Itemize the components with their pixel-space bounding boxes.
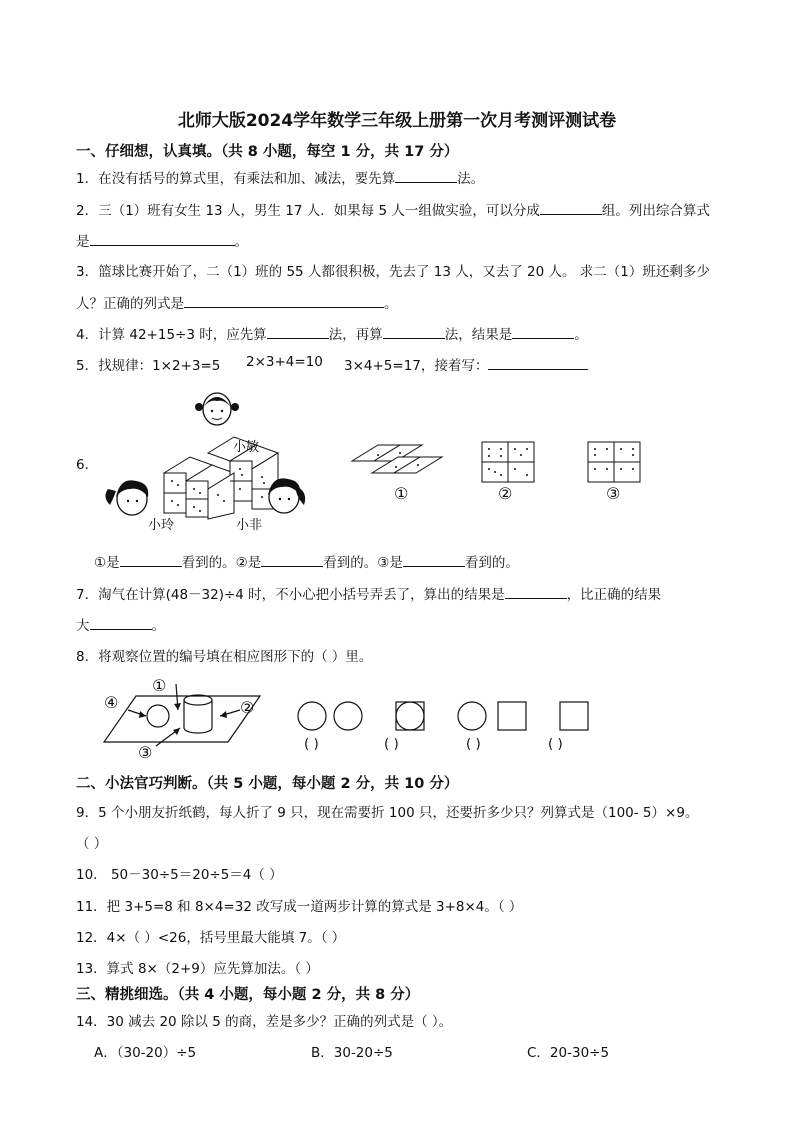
label-xiaoling: 小玲: [148, 518, 175, 533]
option-c[interactable]: C．20-30÷5: [527, 1045, 610, 1061]
q2-text-end: 。: [234, 234, 248, 250]
q3-text: 3．篮球比赛开始了，二（1）班的 55 人都很积极，先去了 13 人，又去了 20 人。 求二（1）班还剩多少: [76, 264, 710, 280]
section-1-heading: 一、仔细想，认真填。（共 8 小题，每空 1 分，共 17 分）: [76, 144, 459, 160]
answer-blank[interactable]: [261, 552, 323, 567]
q8-answer-paren-4[interactable]: ( ): [548, 736, 563, 752]
q7-text-line2: 大: [76, 618, 90, 634]
q5-pattern-3: [344, 354, 588, 374]
q1-text: 1．在没有括号的算式里，有乘法和加、减法，要先算: [76, 171, 396, 187]
q1-text-end: 法。: [457, 171, 485, 187]
q8-arrowheads: [139, 703, 227, 735]
answer-blank[interactable]: [184, 293, 384, 308]
answer-blank[interactable]: [395, 168, 457, 183]
q2-text-line2: 是: [76, 234, 90, 250]
label-xiaomin: 小敏: [233, 440, 260, 455]
question-6-answer: [94, 551, 519, 571]
question-7: [76, 583, 661, 603]
view-mark-3: ③: [606, 484, 621, 503]
section-2-heading: 二、小法官巧判断。（共 5 小题，每小题 2 分，共 10 分）: [76, 776, 459, 792]
label-xiaofei: 小非: [236, 518, 263, 533]
q8-answer-paren-1[interactable]: ( ): [304, 736, 319, 752]
child-xiaofei-drawing: [268, 478, 305, 513]
view-1-drawing: [352, 445, 442, 473]
question-14: 14．30 减去 20 除以 5 的商，差是多少？正确的列式是（ ）。: [76, 1014, 453, 1030]
q8-scene-drawing: [104, 684, 260, 746]
question-9: 9．5 个小朋友折纸鹤，每人折了 9 只，现在需要折 100 只，还要折多少只？列算式是（100- 5）×9。: [76, 805, 699, 821]
q6-figure: [100, 385, 660, 535]
q4-text-b: 法，再算: [328, 327, 383, 343]
question-2: [76, 199, 710, 219]
page-title: 北师大版2024学年数学三年级上册第一次月考测评测试卷: [177, 111, 617, 131]
q2-text-mid: 组。列出综合算式: [601, 203, 710, 219]
question-9-answer[interactable]: （ ）: [76, 836, 108, 852]
q3-text-end: 。: [384, 296, 398, 312]
question-8: 8．将观察位置的编号填在相应图形下的（ ）里。: [76, 649, 373, 665]
q5-pattern-2: 2×3+4=10: [246, 354, 323, 370]
q6-text-end: 看到的。: [464, 555, 519, 571]
answer-blank[interactable]: [90, 231, 235, 246]
q4-text-c: 法，结果是: [444, 327, 513, 343]
answer-blank[interactable]: [488, 355, 588, 370]
question-1: [76, 167, 484, 187]
question-2-line2: [76, 230, 248, 250]
option-a[interactable]: A．（30-20）÷5: [94, 1045, 197, 1061]
child-xiaoling-drawing: [105, 480, 148, 515]
q7-text: 7．淘气在计算(48－32)÷4 时，不小心把小括号弄丢了，算出的结果是: [76, 587, 505, 603]
view-2-drawing: [482, 442, 534, 482]
q6-number: 6．: [76, 457, 99, 473]
question-4: [76, 323, 588, 343]
answer-blank[interactable]: [90, 615, 152, 630]
view-mark-2: ②: [498, 484, 513, 503]
question-5: [76, 354, 220, 374]
q5-text: 5．找规律：1×2+3=5: [76, 358, 221, 374]
q2-text: 2．三（1）班有女生 13 人，男生 17 人．如果每 5 人一组做实验，可以分成: [76, 203, 540, 219]
q6-text-b: 看到的。②是: [181, 555, 262, 571]
section-3-heading: 三、精挑细选。（共 4 小题，每小题 2 分，共 8 分）: [76, 987, 420, 1003]
position-mark-3: ③: [138, 743, 153, 762]
q8-figure: [100, 676, 620, 766]
view-mark-1: ①: [394, 484, 409, 503]
position-mark-1: ①: [152, 676, 167, 695]
q7-text-b: ，比正确的结果: [566, 587, 662, 603]
question-3: [76, 260, 710, 280]
q6-text-c: 看到的。③是: [323, 555, 403, 571]
question-7-line2: [76, 614, 165, 634]
position-mark-4: ④: [104, 693, 119, 712]
answer-blank[interactable]: [383, 324, 445, 339]
question-11: 11．把 3+5=8 和 8×4=32 改写成一道两步计算的算式是 3+8×4。（ ）: [76, 899, 523, 915]
q8-answer-paren-3[interactable]: ( ): [466, 736, 481, 752]
q8-answer-paren-2[interactable]: ( ): [384, 736, 399, 752]
q6-text: ①是: [94, 555, 120, 571]
answer-blank[interactable]: [540, 200, 602, 215]
q3-text-line2: 人？正确的列式是: [76, 296, 184, 312]
answer-blank[interactable]: [512, 324, 574, 339]
q7-text-end: 。: [151, 618, 165, 634]
option-b[interactable]: B．30-20÷5: [311, 1045, 393, 1061]
question-3-line2: [76, 292, 398, 312]
answer-blank[interactable]: [120, 552, 182, 567]
q4-text-end: 。: [574, 327, 588, 343]
position-mark-2: ②: [240, 698, 255, 717]
question-12: 12．4×（ ）<26，括号里最大能填 7。（ ）: [76, 930, 346, 946]
answer-blank[interactable]: [403, 552, 465, 567]
q5-text-end: 3×4+5=17，接着写：: [344, 358, 489, 374]
answer-blank[interactable]: [267, 324, 329, 339]
q8-shapes-drawing: [298, 702, 588, 730]
cube-stack-drawing: [164, 437, 278, 519]
answer-blank[interactable]: [505, 584, 567, 599]
q4-text: 4．计算 42+15÷3 时，应先算: [76, 327, 267, 343]
view-3-drawing: [588, 442, 640, 482]
question-13: 13．算式 8×（2+9）应先算加法。（ ）: [76, 961, 319, 977]
question-10: 10． 50－30÷5＝20÷5＝4（ ）: [76, 867, 283, 883]
child-xiaomin-drawing: [195, 393, 239, 425]
